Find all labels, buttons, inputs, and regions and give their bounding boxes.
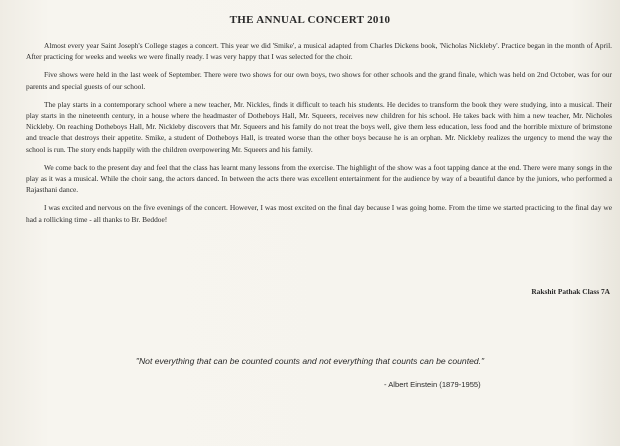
paragraph-3: The play starts in a contemporary school where a new teacher, Mr. Nickles, finds it difficult to teach his students. He decides to transform the book they were studying, into a musical. Their play starts in the nineteenth century, in a house where the headmaster of Dotheboys Hall, Mr. Squeers, receives new children for his school. He takes back with him a new teacher, Mr. Nicholes Nickleby. On reaching Dotheboys Hall, Mr. Nickleby discovers that Mr. Squeers and his family do not treat the boys well, give them less education, less food and the horrible mixture of brimstone and treacle that destroys their appetite. Smike, a student of Dotheboys Hall, is treated worse than the other boys because he is an orphan. Mr. Nickleby realizes the urgency to mend the way the school is run. The story ends happily with the children overpowering Mr. Squeers and his family. (26, 99, 612, 154)
paragraph-2: Five shows were held in the last week of September. There were two shows for our own boys, two shows for other schools and the grand finale, which was held on 2nd October, was for our parents and special guests of our school. (26, 70, 612, 91)
quote-text: "Not everything that can be counted counts and not everything that counts can be counted." (135, 356, 485, 366)
paragraph-1: Almost every year Saint Joseph's College stages a concert. This year we did 'Smike', a musical adapted from Charles Dickens book, 'Nicholas Nickleby'. Practice began in the month of April. After practicing for weeks and weeks we were finally ready. I was very happy that I was selected for the choir. (26, 41, 612, 62)
author-signature: Rakshit Pathak Class 7A (531, 287, 610, 296)
quote-author: - Albert Einstein (1879-1955) (384, 380, 481, 389)
article-body (26, 40, 612, 225)
paragraph-4: We come back to the present day and feel that the class has learnt many lessons from the exercise. The highlight of the show was a foot tapping dance at the end. There were many songs in the play as it was a musical. While the choir sang, the actors danced. In between the acts there was excellent entertainment for the audience by way of a beautiful dance by the juniors, who performed a Rajasthani dance. (26, 162, 612, 195)
page-title: THE ANNUAL CONCERT 2010 (229, 14, 391, 26)
paragraph-5: I was excited and nervous on the five evenings of the concert. However, I was most excited on the final day because I was going home. From the time we started practicing to the final day we had a rollicking time - all thanks to Br. Beddoe! (26, 203, 612, 224)
